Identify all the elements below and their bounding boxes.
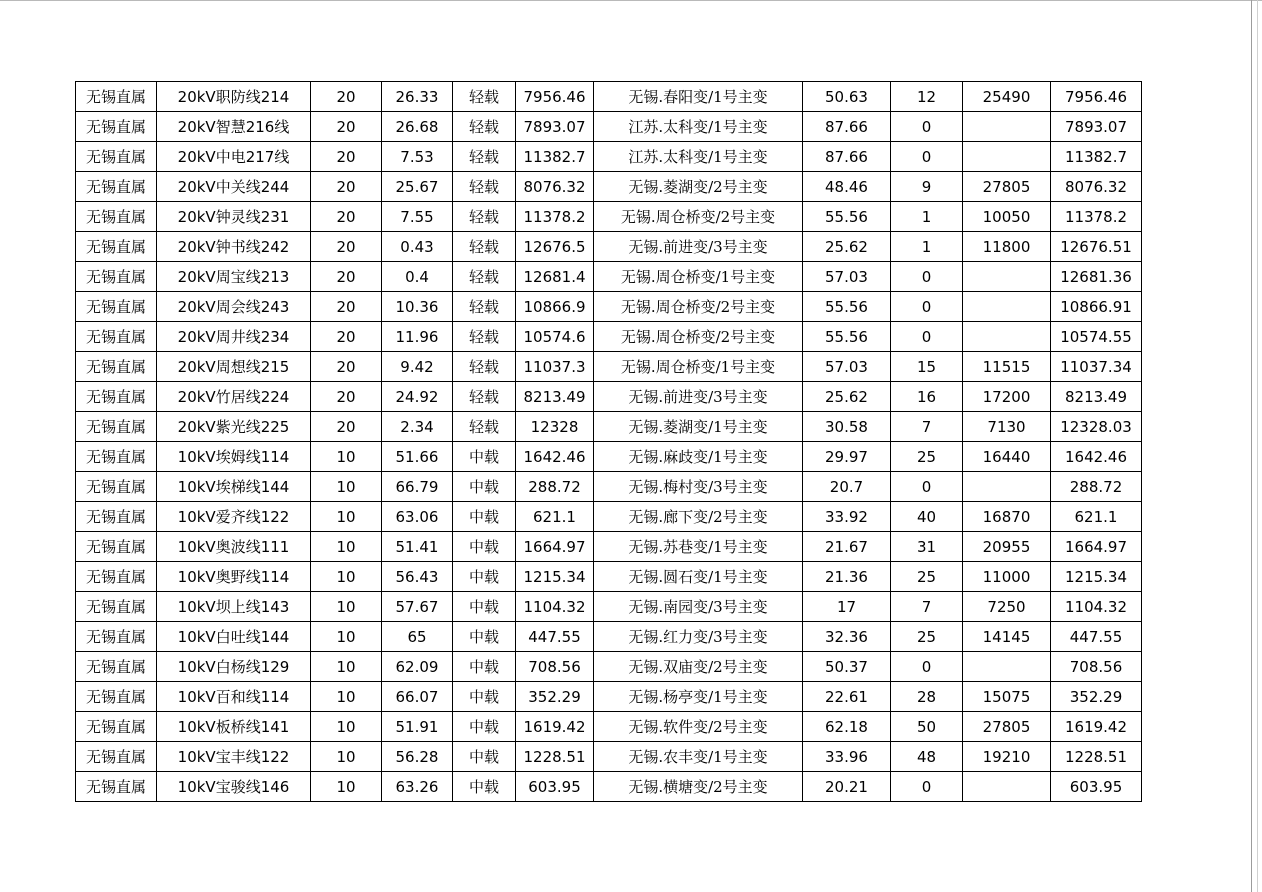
remaining-capacity-cell: 1104.32 xyxy=(1051,592,1142,622)
load-status-cell: 轻载 xyxy=(453,142,516,172)
capacity-cell: 12676.5 xyxy=(516,232,594,262)
remaining-capacity-cell: 12681.36 xyxy=(1051,262,1142,292)
load-status-cell: 轻载 xyxy=(453,322,516,352)
feeder-name-cell: 20kV钟灵线231 xyxy=(157,202,311,232)
load-status-cell: 轻载 xyxy=(453,202,516,232)
load-rate-cell: 26.68 xyxy=(382,112,453,142)
capacity-cell: 12328 xyxy=(516,412,594,442)
load-status-cell: 轻载 xyxy=(453,232,516,262)
count-cell: 9 xyxy=(891,172,963,202)
substation-transformer-cell: 无锡.横塘变/2号主变 xyxy=(594,772,803,802)
load-status-cell: 中载 xyxy=(453,742,516,772)
capacity-cell: 11378.2 xyxy=(516,202,594,232)
voltage-cell: 20 xyxy=(311,142,382,172)
transformer-load-rate-cell: 21.36 xyxy=(803,562,891,592)
transformer-load-rate-cell: 62.18 xyxy=(803,712,891,742)
substation-transformer-cell: 无锡.周仓桥变/2号主变 xyxy=(594,322,803,352)
remaining-capacity-cell: 8076.32 xyxy=(1051,172,1142,202)
value-cell: 14145 xyxy=(963,622,1051,652)
table-row xyxy=(76,592,1142,622)
transformer-load-rate-cell: 87.66 xyxy=(803,112,891,142)
substation-transformer-cell: 无锡.前进变/3号主变 xyxy=(594,232,803,262)
value-cell: 19210 xyxy=(963,742,1051,772)
company-cell: 无锡直属 xyxy=(76,382,157,412)
substation-transformer-cell: 无锡.麻歧变/1号主变 xyxy=(594,442,803,472)
count-cell: 15 xyxy=(891,352,963,382)
remaining-capacity-cell: 708.56 xyxy=(1051,652,1142,682)
table-row xyxy=(76,532,1142,562)
company-cell: 无锡直属 xyxy=(76,502,157,532)
load-status-cell: 轻载 xyxy=(453,292,516,322)
company-cell: 无锡直属 xyxy=(76,592,157,622)
load-rate-cell: 63.26 xyxy=(382,772,453,802)
count-cell: 25 xyxy=(891,562,963,592)
table-row xyxy=(76,382,1142,412)
transformer-load-rate-cell: 48.46 xyxy=(803,172,891,202)
capacity-cell: 7893.07 xyxy=(516,112,594,142)
value-cell: 11800 xyxy=(963,232,1051,262)
load-rate-cell: 57.67 xyxy=(382,592,453,622)
table-row xyxy=(76,502,1142,532)
value-cell xyxy=(963,112,1051,142)
substation-transformer-cell: 无锡.杨亭变/1号主变 xyxy=(594,682,803,712)
substation-transformer-cell: 无锡.圆石变/1号主变 xyxy=(594,562,803,592)
substation-transformer-cell: 无锡.梅村变/3号主变 xyxy=(594,472,803,502)
transformer-load-rate-cell: 22.61 xyxy=(803,682,891,712)
load-rate-cell: 24.92 xyxy=(382,382,453,412)
load-status-cell: 中载 xyxy=(453,712,516,742)
substation-transformer-cell: 无锡.周仓桥变/1号主变 xyxy=(594,262,803,292)
load-status-cell: 中载 xyxy=(453,592,516,622)
count-cell: 1 xyxy=(891,202,963,232)
load-rate-cell: 0.4 xyxy=(382,262,453,292)
count-cell: 16 xyxy=(891,382,963,412)
feeder-name-cell: 20kV中电217线 xyxy=(157,142,311,172)
transformer-load-rate-cell: 30.58 xyxy=(803,412,891,442)
voltage-cell: 20 xyxy=(311,382,382,412)
voltage-cell: 10 xyxy=(311,442,382,472)
load-status-cell: 轻载 xyxy=(453,112,516,142)
load-rate-cell: 10.36 xyxy=(382,292,453,322)
load-status-cell: 轻载 xyxy=(453,352,516,382)
transformer-load-rate-cell: 50.37 xyxy=(803,652,891,682)
transformer-load-rate-cell: 17 xyxy=(803,592,891,622)
substation-transformer-cell: 无锡.周仓桥变/2号主变 xyxy=(594,202,803,232)
table-row xyxy=(76,652,1142,682)
count-cell: 25 xyxy=(891,622,963,652)
capacity-cell: 621.1 xyxy=(516,502,594,532)
company-cell: 无锡直属 xyxy=(76,442,157,472)
feeder-name-cell: 20kV钟书线242 xyxy=(157,232,311,262)
voltage-cell: 10 xyxy=(311,622,382,652)
table-row xyxy=(76,682,1142,712)
count-cell: 0 xyxy=(891,652,963,682)
substation-transformer-cell: 无锡.廊下变/2号主变 xyxy=(594,502,803,532)
company-cell: 无锡直属 xyxy=(76,292,157,322)
load-rate-cell: 51.41 xyxy=(382,532,453,562)
remaining-capacity-cell: 603.95 xyxy=(1051,772,1142,802)
substation-transformer-cell: 无锡.双庙变/2号主变 xyxy=(594,652,803,682)
substation-transformer-cell: 无锡.前进变/3号主变 xyxy=(594,382,803,412)
voltage-cell: 10 xyxy=(311,652,382,682)
remaining-capacity-cell: 1642.46 xyxy=(1051,442,1142,472)
feeder-name-cell: 20kV周想线215 xyxy=(157,352,311,382)
count-cell: 28 xyxy=(891,682,963,712)
remaining-capacity-cell: 7893.07 xyxy=(1051,112,1142,142)
company-cell: 无锡直属 xyxy=(76,112,157,142)
load-status-cell: 中载 xyxy=(453,562,516,592)
load-status-cell: 中载 xyxy=(453,682,516,712)
voltage-cell: 10 xyxy=(311,712,382,742)
remaining-capacity-cell: 352.29 xyxy=(1051,682,1142,712)
company-cell: 无锡直属 xyxy=(76,532,157,562)
value-cell xyxy=(963,472,1051,502)
load-rate-cell: 11.96 xyxy=(382,322,453,352)
voltage-cell: 20 xyxy=(311,172,382,202)
transformer-load-rate-cell: 33.96 xyxy=(803,742,891,772)
feeder-name-cell: 20kV周宝线213 xyxy=(157,262,311,292)
value-cell: 16870 xyxy=(963,502,1051,532)
count-cell: 48 xyxy=(891,742,963,772)
table-row xyxy=(76,112,1142,142)
remaining-capacity-cell: 1228.51 xyxy=(1051,742,1142,772)
capacity-cell: 1619.42 xyxy=(516,712,594,742)
transformer-load-rate-cell: 29.97 xyxy=(803,442,891,472)
capacity-cell: 10866.9 xyxy=(516,292,594,322)
load-rate-cell: 62.09 xyxy=(382,652,453,682)
substation-transformer-cell: 无锡.菱湖变/1号主变 xyxy=(594,412,803,442)
table-row xyxy=(76,742,1142,772)
substation-transformer-cell: 无锡.周仓桥变/1号主变 xyxy=(594,352,803,382)
transformer-load-rate-cell: 57.03 xyxy=(803,262,891,292)
table-row xyxy=(76,322,1142,352)
table-row xyxy=(76,352,1142,382)
count-cell: 40 xyxy=(891,502,963,532)
remaining-capacity-cell: 1619.42 xyxy=(1051,712,1142,742)
transformer-load-rate-cell: 21.67 xyxy=(803,532,891,562)
capacity-cell: 11382.7 xyxy=(516,142,594,172)
remaining-capacity-cell: 7956.46 xyxy=(1051,82,1142,112)
feeder-name-cell: 20kV智慧216线 xyxy=(157,112,311,142)
count-cell: 0 xyxy=(891,112,963,142)
load-status-cell: 中载 xyxy=(453,442,516,472)
voltage-cell: 10 xyxy=(311,772,382,802)
remaining-capacity-cell: 11382.7 xyxy=(1051,142,1142,172)
transformer-load-rate-cell: 55.56 xyxy=(803,202,891,232)
load-status-cell: 轻载 xyxy=(453,262,516,292)
capacity-cell: 1104.32 xyxy=(516,592,594,622)
load-rate-cell: 51.66 xyxy=(382,442,453,472)
count-cell: 7 xyxy=(891,592,963,622)
company-cell: 无锡直属 xyxy=(76,412,157,442)
company-cell: 无锡直属 xyxy=(76,742,157,772)
load-rate-cell: 63.06 xyxy=(382,502,453,532)
feeder-name-cell: 10kV白杨线129 xyxy=(157,652,311,682)
company-cell: 无锡直属 xyxy=(76,172,157,202)
feeder-name-cell: 10kV坝上线143 xyxy=(157,592,311,622)
company-cell: 无锡直属 xyxy=(76,352,157,382)
value-cell: 25490 xyxy=(963,82,1051,112)
voltage-cell: 10 xyxy=(311,472,382,502)
table-row xyxy=(76,622,1142,652)
transformer-load-rate-cell: 55.56 xyxy=(803,322,891,352)
substation-transformer-cell: 无锡.周仓桥变/2号主变 xyxy=(594,292,803,322)
load-status-cell: 轻载 xyxy=(453,172,516,202)
company-cell: 无锡直属 xyxy=(76,262,157,292)
value-cell: 7130 xyxy=(963,412,1051,442)
value-cell xyxy=(963,292,1051,322)
voltage-cell: 20 xyxy=(311,352,382,382)
transformer-load-rate-cell: 33.92 xyxy=(803,502,891,532)
remaining-capacity-cell: 447.55 xyxy=(1051,622,1142,652)
feeder-name-cell: 10kV奥波线111 xyxy=(157,532,311,562)
page-right-border-outer xyxy=(1257,0,1258,892)
value-cell: 11515 xyxy=(963,352,1051,382)
feeder-name-cell: 10kV白吐线144 xyxy=(157,622,311,652)
company-cell: 无锡直属 xyxy=(76,202,157,232)
value-cell: 17200 xyxy=(963,382,1051,412)
table-body xyxy=(76,82,1142,802)
count-cell: 31 xyxy=(891,532,963,562)
company-cell: 无锡直属 xyxy=(76,682,157,712)
count-cell: 0 xyxy=(891,142,963,172)
feeder-name-cell: 10kV板桥线141 xyxy=(157,712,311,742)
voltage-cell: 20 xyxy=(311,262,382,292)
remaining-capacity-cell: 10866.91 xyxy=(1051,292,1142,322)
capacity-cell: 11037.3 xyxy=(516,352,594,382)
load-status-cell: 中载 xyxy=(453,502,516,532)
voltage-cell: 10 xyxy=(311,592,382,622)
load-rate-cell: 9.42 xyxy=(382,352,453,382)
voltage-cell: 10 xyxy=(311,502,382,532)
capacity-cell: 603.95 xyxy=(516,772,594,802)
load-rate-cell: 51.91 xyxy=(382,712,453,742)
load-rate-cell: 65 xyxy=(382,622,453,652)
feeder-name-cell: 20kV中关线244 xyxy=(157,172,311,202)
company-cell: 无锡直属 xyxy=(76,772,157,802)
count-cell: 0 xyxy=(891,472,963,502)
table-row xyxy=(76,412,1142,442)
table-row xyxy=(76,232,1142,262)
table-row xyxy=(76,772,1142,802)
company-cell: 无锡直属 xyxy=(76,652,157,682)
page-right-border xyxy=(1251,0,1252,892)
remaining-capacity-cell: 288.72 xyxy=(1051,472,1142,502)
voltage-cell: 10 xyxy=(311,742,382,772)
load-status-cell: 中载 xyxy=(453,772,516,802)
remaining-capacity-cell: 10574.55 xyxy=(1051,322,1142,352)
value-cell xyxy=(963,652,1051,682)
feeder-load-table xyxy=(75,81,1142,802)
feeder-name-cell: 20kV竹居线224 xyxy=(157,382,311,412)
capacity-cell: 352.29 xyxy=(516,682,594,712)
value-cell: 11000 xyxy=(963,562,1051,592)
company-cell: 无锡直属 xyxy=(76,232,157,262)
table-row xyxy=(76,472,1142,502)
count-cell: 7 xyxy=(891,412,963,442)
count-cell: 50 xyxy=(891,712,963,742)
value-cell xyxy=(963,772,1051,802)
value-cell xyxy=(963,142,1051,172)
company-cell: 无锡直属 xyxy=(76,712,157,742)
voltage-cell: 10 xyxy=(311,682,382,712)
table-row xyxy=(76,562,1142,592)
table-row xyxy=(76,292,1142,322)
remaining-capacity-cell: 11378.2 xyxy=(1051,202,1142,232)
capacity-cell: 708.56 xyxy=(516,652,594,682)
substation-transformer-cell: 无锡.南园变/3号主变 xyxy=(594,592,803,622)
feeder-name-cell: 20kV职防线214 xyxy=(157,82,311,112)
feeder-name-cell: 10kV奥野线114 xyxy=(157,562,311,592)
feeder-name-cell: 10kV埃姆线114 xyxy=(157,442,311,472)
load-status-cell: 轻载 xyxy=(453,382,516,412)
substation-transformer-cell: 无锡.菱湖变/2号主变 xyxy=(594,172,803,202)
capacity-cell: 1228.51 xyxy=(516,742,594,772)
value-cell: 10050 xyxy=(963,202,1051,232)
voltage-cell: 20 xyxy=(311,202,382,232)
voltage-cell: 20 xyxy=(311,82,382,112)
feeder-name-cell: 10kV爱齐线122 xyxy=(157,502,311,532)
transformer-load-rate-cell: 32.36 xyxy=(803,622,891,652)
voltage-cell: 20 xyxy=(311,112,382,142)
feeder-name-cell: 10kV埃梯线144 xyxy=(157,472,311,502)
load-status-cell: 中载 xyxy=(453,622,516,652)
value-cell: 27805 xyxy=(963,712,1051,742)
transformer-load-rate-cell: 57.03 xyxy=(803,352,891,382)
company-cell: 无锡直属 xyxy=(76,622,157,652)
table-row xyxy=(76,202,1142,232)
substation-transformer-cell: 无锡.农丰变/1号主变 xyxy=(594,742,803,772)
remaining-capacity-cell: 1664.97 xyxy=(1051,532,1142,562)
table-row xyxy=(76,82,1142,112)
load-status-cell: 轻载 xyxy=(453,412,516,442)
voltage-cell: 10 xyxy=(311,562,382,592)
substation-transformer-cell: 无锡.春阳变/1号主变 xyxy=(594,82,803,112)
table-row xyxy=(76,172,1142,202)
capacity-cell: 1664.97 xyxy=(516,532,594,562)
table-row xyxy=(76,442,1142,472)
feeder-name-cell: 20kV紫光线225 xyxy=(157,412,311,442)
capacity-cell: 7956.46 xyxy=(516,82,594,112)
feeder-name-cell: 10kV百和线114 xyxy=(157,682,311,712)
voltage-cell: 20 xyxy=(311,412,382,442)
feeder-name-cell: 20kV周会线243 xyxy=(157,292,311,322)
remaining-capacity-cell: 8213.49 xyxy=(1051,382,1142,412)
transformer-load-rate-cell: 50.63 xyxy=(803,82,891,112)
capacity-cell: 8076.32 xyxy=(516,172,594,202)
load-status-cell: 中载 xyxy=(453,532,516,562)
load-status-cell: 中载 xyxy=(453,472,516,502)
capacity-cell: 447.55 xyxy=(516,622,594,652)
count-cell: 1 xyxy=(891,232,963,262)
company-cell: 无锡直属 xyxy=(76,322,157,352)
value-cell: 27805 xyxy=(963,172,1051,202)
capacity-cell: 8213.49 xyxy=(516,382,594,412)
remaining-capacity-cell: 11037.34 xyxy=(1051,352,1142,382)
transformer-load-rate-cell: 55.56 xyxy=(803,292,891,322)
company-cell: 无锡直属 xyxy=(76,142,157,172)
remaining-capacity-cell: 1215.34 xyxy=(1051,562,1142,592)
load-rate-cell: 7.53 xyxy=(382,142,453,172)
voltage-cell: 20 xyxy=(311,232,382,262)
load-rate-cell: 66.79 xyxy=(382,472,453,502)
substation-transformer-cell: 江苏.太科变/1号主变 xyxy=(594,112,803,142)
feeder-name-cell: 10kV宝骏线146 xyxy=(157,772,311,802)
load-status-cell: 中载 xyxy=(453,652,516,682)
substation-transformer-cell: 江苏.太科变/1号主变 xyxy=(594,142,803,172)
transformer-load-rate-cell: 20.21 xyxy=(803,772,891,802)
load-rate-cell: 56.28 xyxy=(382,742,453,772)
voltage-cell: 10 xyxy=(311,532,382,562)
remaining-capacity-cell: 12328.03 xyxy=(1051,412,1142,442)
count-cell: 0 xyxy=(891,262,963,292)
capacity-cell: 10574.6 xyxy=(516,322,594,352)
substation-transformer-cell: 无锡.软件变/2号主变 xyxy=(594,712,803,742)
transformer-load-rate-cell: 25.62 xyxy=(803,232,891,262)
company-cell: 无锡直属 xyxy=(76,472,157,502)
capacity-cell: 288.72 xyxy=(516,472,594,502)
feeder-name-cell: 20kV周井线234 xyxy=(157,322,311,352)
table-row xyxy=(76,712,1142,742)
company-cell: 无锡直属 xyxy=(76,82,157,112)
load-rate-cell: 66.07 xyxy=(382,682,453,712)
value-cell xyxy=(963,262,1051,292)
company-cell: 无锡直属 xyxy=(76,562,157,592)
count-cell: 0 xyxy=(891,772,963,802)
substation-transformer-cell: 无锡.红力变/3号主变 xyxy=(594,622,803,652)
voltage-cell: 20 xyxy=(311,322,382,352)
count-cell: 12 xyxy=(891,82,963,112)
remaining-capacity-cell: 12676.51 xyxy=(1051,232,1142,262)
table-row xyxy=(76,142,1142,172)
load-rate-cell: 2.34 xyxy=(382,412,453,442)
remaining-capacity-cell: 621.1 xyxy=(1051,502,1142,532)
value-cell xyxy=(963,322,1051,352)
load-rate-cell: 26.33 xyxy=(382,82,453,112)
load-status-cell: 轻载 xyxy=(453,82,516,112)
transformer-load-rate-cell: 25.62 xyxy=(803,382,891,412)
value-cell: 16440 xyxy=(963,442,1051,472)
count-cell: 25 xyxy=(891,442,963,472)
transformer-load-rate-cell: 20.7 xyxy=(803,472,891,502)
table-row xyxy=(76,262,1142,292)
voltage-cell: 20 xyxy=(311,292,382,322)
transformer-load-rate-cell: 87.66 xyxy=(803,142,891,172)
feeder-name-cell: 10kV宝丰线122 xyxy=(157,742,311,772)
load-rate-cell: 0.43 xyxy=(382,232,453,262)
count-cell: 0 xyxy=(891,322,963,352)
load-rate-cell: 7.55 xyxy=(382,202,453,232)
capacity-cell: 12681.4 xyxy=(516,262,594,292)
load-rate-cell: 56.43 xyxy=(382,562,453,592)
value-cell: 7250 xyxy=(963,592,1051,622)
value-cell: 15075 xyxy=(963,682,1051,712)
capacity-cell: 1642.46 xyxy=(516,442,594,472)
substation-transformer-cell: 无锡.苏巷变/1号主变 xyxy=(594,532,803,562)
value-cell: 20955 xyxy=(963,532,1051,562)
capacity-cell: 1215.34 xyxy=(516,562,594,592)
count-cell: 0 xyxy=(891,292,963,322)
load-rate-cell: 25.67 xyxy=(382,172,453,202)
